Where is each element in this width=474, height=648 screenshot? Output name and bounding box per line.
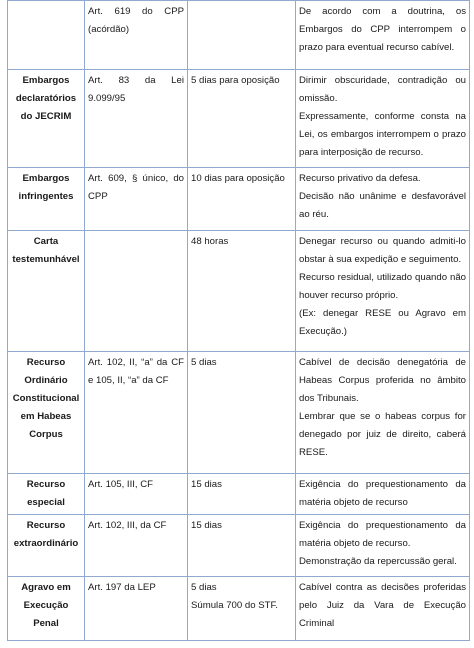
deadline-cell: 15 dias — [188, 515, 296, 577]
legal-basis-cell: Art. 609, § único, do CPP — [85, 168, 188, 231]
table-row — [8, 515, 470, 577]
description-text: Expressamente, conforme consta na Lei, os embargos interrompem o prazo para interposição de recurso. — [299, 111, 466, 158]
description-text: Decisão não unânime e desfavorável ao réu. — [299, 191, 466, 220]
description-text: Recurso residual, utilizado quando não houver recurso próprio. — [299, 272, 466, 301]
deadline-cell: 10 dias para oposição — [188, 168, 296, 231]
deadline-cell: 5 dias — [188, 352, 296, 474]
description-text: Recurso privativo da defesa. — [299, 173, 421, 184]
recurso-name-cell: Embargos declaratórios do JECRIM — [8, 70, 85, 168]
deadline-cell: 48 horas — [188, 231, 296, 352]
table-row — [8, 1, 470, 70]
description-text: Denegar recurso ou quando admiti-lo obstar à sua expedição e seguimento. — [299, 236, 466, 265]
description-cell — [296, 1, 470, 70]
description-cell — [296, 168, 470, 231]
description-text: Cabível contra as decisões proferidas pelo Juiz da Vara de Execução Criminal — [299, 582, 466, 629]
description-text: De acordo com a doutrina, os Embargos do CPP interrompem o prazo para eventual recurso cabível. — [299, 6, 466, 53]
description-cell — [296, 70, 470, 168]
legal-basis-cell — [85, 231, 188, 352]
recurso-name-cell: Recurso Ordinário Constitucional em Habeas Corpus — [8, 352, 85, 474]
deadline-cell — [188, 1, 296, 70]
legal-basis-cell: Art. 197 da LEP — [85, 577, 188, 641]
deadline-cell: 15 dias — [188, 474, 296, 515]
deadline-cell: 5 dias para oposição — [188, 70, 296, 168]
description-cell — [296, 577, 470, 641]
legal-basis-cell: Art. 102, III, da CF — [85, 515, 188, 577]
recurso-name-cell: Carta testemunhável — [8, 231, 85, 352]
description-text: Cabível de decisão denegatória de Habeas Corpus proferida no âmbito dos Tribunais. — [299, 357, 466, 404]
table-row — [8, 231, 470, 352]
table-row — [8, 70, 470, 168]
description-cell — [296, 474, 470, 515]
appeals-table — [7, 0, 470, 641]
table-row — [8, 474, 470, 515]
recurso-name-cell: Recurso especial — [8, 474, 85, 515]
recurso-name-cell: Agravo em Execução Penal — [8, 577, 85, 641]
description-text: (Ex: denegar RESE ou Agravo em Execução.) — [299, 308, 466, 337]
recurso-name-cell: Embargos infringentes — [8, 168, 85, 231]
deadline-cell — [188, 577, 296, 641]
description-text: Dirimir obscuridade, contradição ou omissão. — [299, 75, 466, 104]
description-text: Demonstração da repercussão geral. — [299, 556, 457, 567]
description-cell — [296, 515, 470, 577]
sumula-reference: Súmula 700 do STF. — [191, 600, 278, 611]
recurso-name-cell — [8, 1, 85, 70]
deadline-text: 5 dias — [191, 582, 217, 593]
description-cell — [296, 352, 470, 474]
legal-basis-cell: Art. 102, II, “a” da CF e 105, II, “a” da CF — [85, 352, 188, 474]
description-text: Exigência do prequestionamento da matéria objeto de recurso — [299, 479, 466, 508]
recurso-name-cell: Recurso extraordinário — [8, 515, 85, 577]
table-row — [8, 577, 470, 641]
description-text: Exigência do prequestionamento da matéria objeto de recurso. — [299, 520, 466, 549]
table-row — [8, 352, 470, 474]
legal-basis-cell: Art. 83 da Lei 9.099/95 — [85, 70, 188, 168]
description-cell — [296, 231, 470, 352]
table-row — [8, 168, 470, 231]
description-text: Lembrar que se o habeas corpus for denegado por juiz de direito, caberá RESE. — [299, 411, 466, 458]
legal-basis-cell: Art. 105, III, CF — [85, 474, 188, 515]
legal-basis-cell: Art. 619 do CPP (acórdão) — [85, 1, 188, 70]
